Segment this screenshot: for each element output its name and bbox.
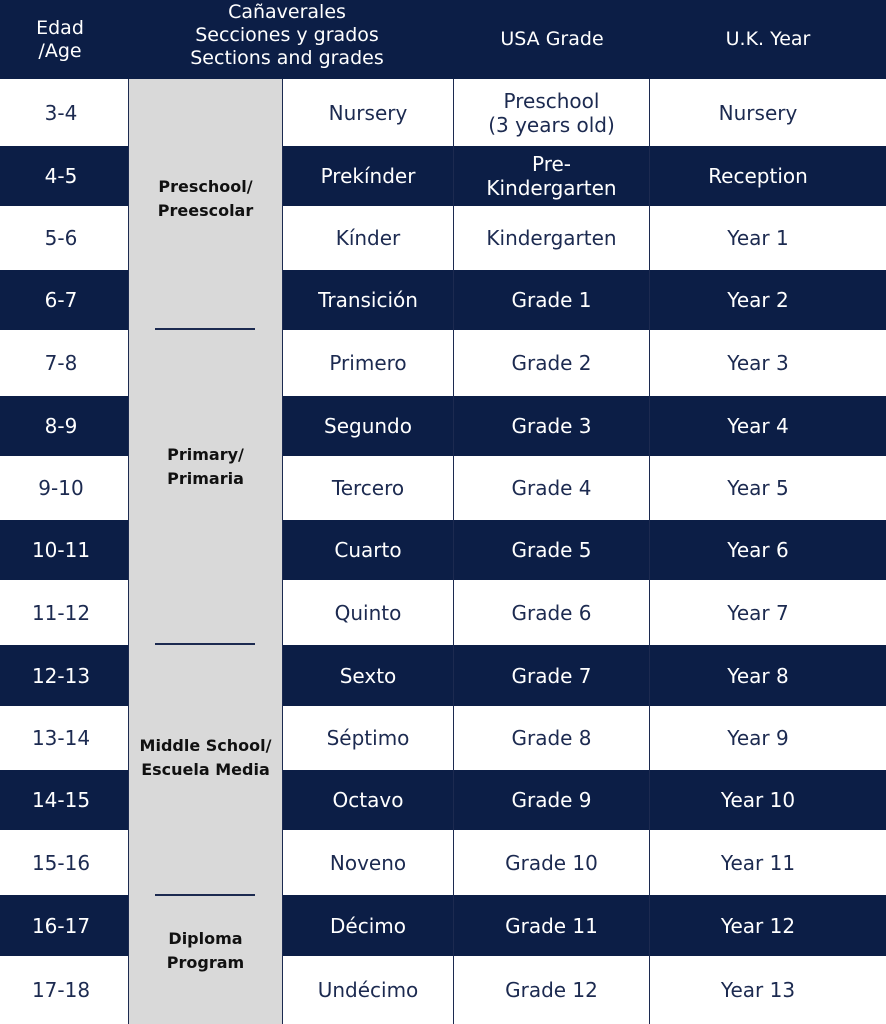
uk-year-cell: Year 9 (727, 726, 789, 750)
school-grade-cell: Undécimo (317, 978, 419, 1002)
usa-grade-cell: Pre- Kindergarten (486, 152, 617, 200)
usa-grade-cell: Preschool (3 years old) (488, 88, 615, 137)
uk-year-cell: Year 3 (727, 351, 789, 375)
age-cell: 4-5 (44, 164, 78, 188)
column-divider (453, 79, 454, 1024)
column-divider (282, 79, 283, 1024)
age-cell: 6-7 (44, 288, 78, 312)
usa-grade-cell: Kindergarten (486, 226, 617, 250)
header-age-line: /Age (38, 39, 82, 62)
uk-year-cell: Year 1 (727, 226, 789, 250)
uk-year-cell: Reception (708, 164, 808, 188)
age-cell: 5-6 (44, 226, 78, 250)
usa-grade-cell: Grade 6 (511, 600, 592, 625)
uk-year-cell: Year 10 (720, 788, 796, 812)
school-grade-cell: Nursery (328, 100, 408, 125)
section-divider (155, 643, 255, 645)
header-sections-line: Secciones y grados (195, 24, 379, 46)
usa-grade-cell: Grade 2 (511, 351, 592, 375)
usa-grade-cell: Grade 10 (505, 850, 598, 875)
header-sections (120, 0, 454, 75)
usa-grade-cell: Grade 5 (511, 538, 592, 562)
column-divider (649, 79, 650, 1024)
header-sections-line: Cañaverales (228, 1, 346, 23)
uk-year-cell: Year 7 (727, 600, 789, 625)
uk-year-cell: Year 6 (727, 538, 789, 562)
section-middle-school: Middle School/ Escuela Media (139, 736, 272, 779)
usa-grade-cell: Grade 11 (505, 913, 598, 938)
uk-year-cell: Nursery (718, 100, 798, 125)
usa-grade-cell: Grade 1 (511, 288, 592, 312)
uk-year-cell: Year 13 (720, 978, 796, 1002)
school-grade-cell: Cuarto (334, 538, 402, 562)
uk-year-cell: Year 4 (727, 414, 789, 438)
usa-grade-cell: Grade 3 (511, 414, 592, 438)
uk-year-cell: Year 11 (720, 850, 796, 875)
age-cell: 14-15 (31, 788, 91, 812)
uk-year-cell: Year 2 (727, 288, 789, 312)
header-uk-year: U.K. Year (725, 28, 811, 50)
age-cell: 7-8 (44, 351, 78, 375)
table-header (0, 0, 886, 79)
section-diploma: Diploma Program (166, 929, 245, 972)
sections-column (129, 79, 282, 1024)
age-cell: 3-4 (44, 100, 78, 125)
school-grade-cell: Noveno (329, 850, 407, 875)
header-age (0, 0, 120, 79)
age-cell: 9-10 (38, 476, 84, 500)
age-cell: 17-18 (31, 978, 91, 1002)
school-grade-cell: Sexto (339, 663, 397, 688)
column-divider (128, 79, 129, 1024)
school-grade-cell: Décimo (330, 913, 406, 938)
section-primary: Primary/ Primaria (167, 445, 244, 488)
section-preschool: Preschool/ Preescolar (157, 177, 254, 220)
school-grade-cell: Tercero (331, 476, 405, 500)
header-age-line: Edad (36, 16, 84, 39)
age-cell: 13-14 (31, 726, 91, 750)
section-divider (155, 894, 255, 896)
school-grade-cell: Primero (329, 351, 407, 375)
age-cell: 15-16 (31, 850, 91, 875)
header-usa-grade: USA Grade (500, 28, 604, 50)
school-grade-cell: Prekínder (320, 164, 416, 188)
age-cell: 8-9 (44, 414, 78, 438)
school-grade-cell: Séptimo (326, 726, 410, 750)
age-cell: 16-17 (31, 913, 91, 938)
school-grade-cell: Octavo (332, 788, 404, 812)
age-cell: 12-13 (31, 663, 91, 688)
age-cell: 11-12 (31, 600, 91, 625)
usa-grade-cell: Grade 12 (505, 978, 598, 1002)
uk-year-cell: Year 5 (727, 476, 789, 500)
uk-year-cell: Year 12 (720, 913, 796, 938)
usa-grade-cell: Grade 7 (511, 663, 592, 688)
header-sections-line: Sections and grades (190, 47, 384, 69)
age-cell: 10-11 (31, 538, 91, 562)
section-divider (155, 328, 255, 330)
school-grade-cell: Quinto (334, 600, 402, 625)
school-grade-cell: Segundo (324, 414, 412, 438)
school-grade-cell: Kínder (335, 226, 401, 250)
usa-grade-cell: Grade 8 (511, 726, 592, 750)
usa-grade-cell: Grade 4 (511, 476, 592, 500)
usa-grade-cell: Grade 9 (511, 788, 592, 812)
uk-year-cell: Year 8 (727, 663, 789, 688)
school-grade-cell: Transición (318, 288, 418, 312)
